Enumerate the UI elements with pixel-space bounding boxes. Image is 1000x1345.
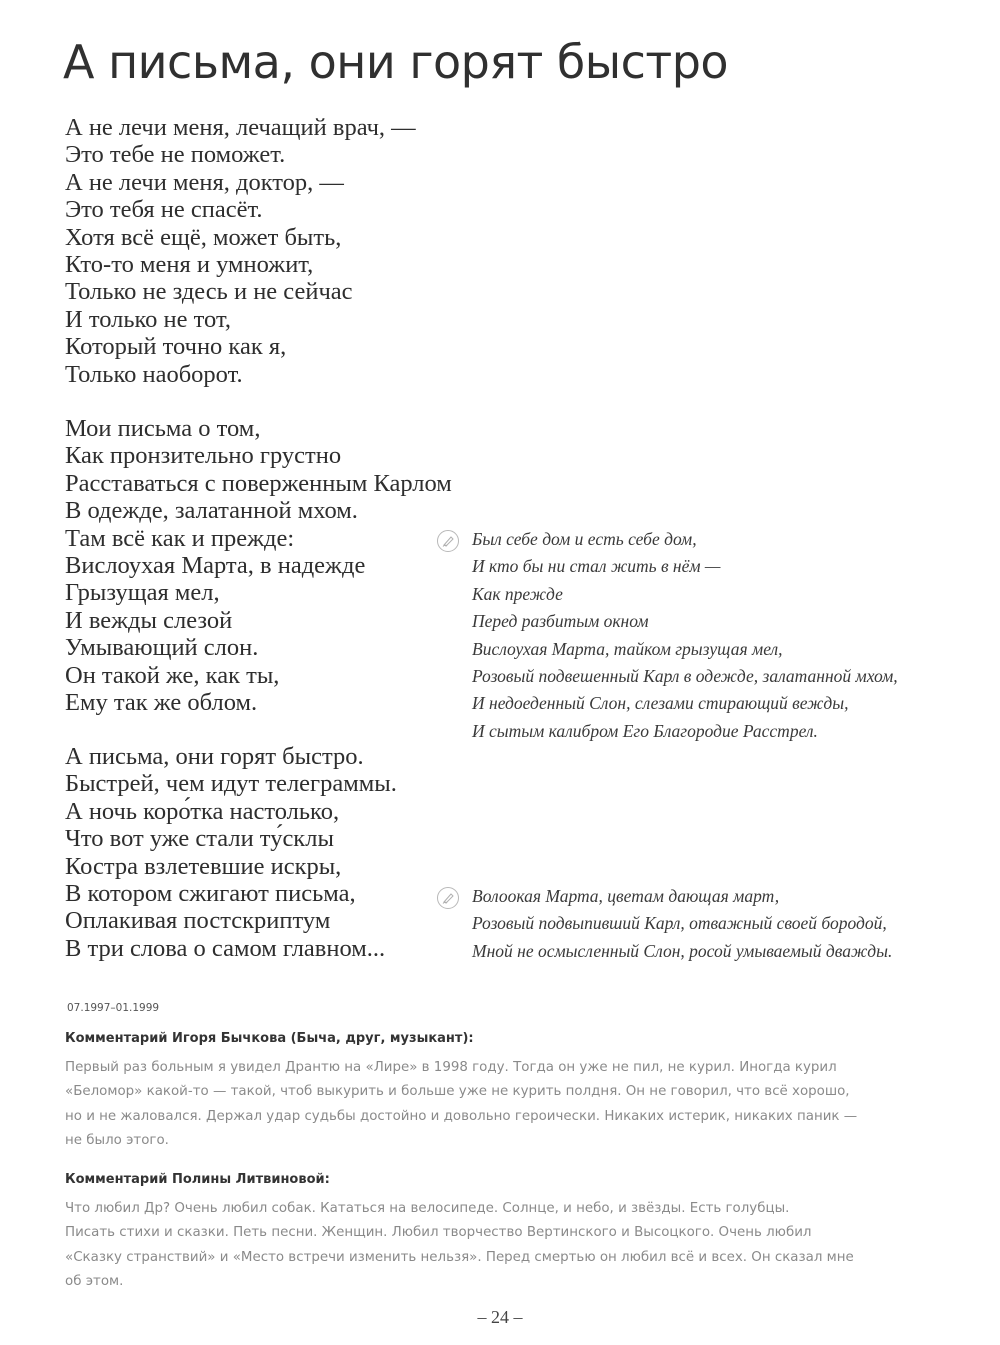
note-line: Как прежде — [472, 583, 563, 604]
comment-line: Первый раз больным я увидел Дрантю на «Лире» в 1998 году. Тогда он уже не пил, не курил. Иногда курил — [65, 1060, 837, 1075]
poem-line: А не лечи меня, доктор, — — [65, 168, 344, 196]
page-title: А письма, они горят быстро — [63, 35, 729, 89]
page-number: – 24 – — [477, 1307, 523, 1327]
poem-line: Мои письма о том, — [65, 415, 261, 442]
note-line: Мной не осмысленный Слон, росой умываемый дважды. — [472, 940, 893, 961]
note-line: И кто бы ни стал жить в нём — — [472, 556, 721, 577]
comment-line: «Сказку странствий» и «Место встречи изменить нельзя». Перед смертью он любил всё и всех. Он сказал мне — [65, 1249, 854, 1265]
poem-line: В три слова о самом главном... — [65, 934, 386, 962]
comment-line: не было этого. — [65, 1132, 169, 1148]
poem-line: Ему так же облом. — [65, 689, 258, 717]
poem-line: В одежде, залатанной мхом. — [65, 497, 358, 525]
poem-line: Расставаться с поверженным Карлом — [65, 469, 452, 497]
poem-line: Только не здесь и не сейчас — [65, 278, 353, 306]
poem-line: А не лечи меня, лечащий врач, — — [65, 114, 416, 141]
poem-line: Костра взлетевшие искры, — [65, 852, 342, 880]
poem-line: Оплакивая постскриптум — [65, 907, 331, 935]
comment-text — [65, 1056, 945, 1153]
poem-line: Там всё как и прежде: — [65, 524, 295, 552]
poem-line: В котором сжигают письма, — [65, 880, 356, 908]
poem-line: А письма, они горят быстро. — [65, 743, 364, 770]
poem-line: Он такой же, как ты, — [65, 661, 280, 689]
note-line: Розовый подвешенный Карл в одежде, залатанной мхом, — [472, 666, 898, 687]
note-line: Вислоухая Марта, тайком грызущая мел, — [472, 638, 783, 659]
poem-date: 07.1997–01.1999 — [67, 1002, 160, 1014]
poem-line: Только наоборот. — [65, 360, 243, 388]
comment-line: «Беломор» какой-то — такой, чтоб выкурить и больше уже не курить полдня. Он не говорил, что всё хорошо, — [65, 1084, 850, 1100]
side-note-1 — [437, 526, 898, 745]
poem-line: Хотя всё ещё, может быть, — [65, 223, 342, 251]
poem-line: Что вот уже стали ту́склы — [65, 825, 334, 853]
poem-stanza-3 — [65, 743, 397, 962]
note-line: Волоокая Марта, цветам дающая март, — [472, 886, 780, 906]
poem-line: Быстрей, чем идут телеграммы. — [65, 770, 397, 798]
comment-heading: Комментарий Полины Литвиновой: — [65, 1172, 330, 1187]
comment-line: Писать стихи и сказки. Петь песни. Женщин. Любил творчество Вертинского и Высоцкого. Очень любил — [65, 1225, 812, 1241]
pen-icon — [437, 887, 459, 909]
comment-text — [65, 1197, 945, 1294]
poem-line: Грызущая мел, — [65, 579, 220, 607]
note-line: И недоеденный Слон, слезами стирающий вежды, — [472, 693, 849, 714]
poem-line: Это тебе не поможет. — [65, 141, 286, 169]
comment-line: но и не жаловался. Держал удар судьбы достойно и довольно героически. Никаких истерик, никаких паник — — [65, 1108, 858, 1124]
poem-stanza-1 — [65, 114, 416, 388]
pen-icon — [437, 530, 459, 552]
comment-line: об этом. — [65, 1273, 124, 1289]
poem-line: А ночь коро́тка настолько, — [65, 797, 340, 825]
comment-line: Что любил Др? Очень любил собак. Кататься на велосипеде. Солнце, и небо, и звёзды. Есть голубцы. — [65, 1201, 790, 1216]
poem-line: Вислоухая Марта, в надежде — [65, 552, 366, 580]
side-note-2 — [437, 883, 892, 965]
poem-line: Это тебя не спасёт. — [65, 196, 263, 224]
poem-line: И только не тот, — [65, 305, 231, 333]
poem-stanza-2 — [65, 415, 452, 716]
poem-line: И вежды слезой — [65, 606, 233, 634]
poem-line: Как пронзительно грустно — [65, 442, 342, 470]
note-line: И сытым калибром Его Благородие Расстрел. — [472, 720, 818, 741]
note-line: Перед разбитым окном — [472, 611, 649, 632]
comment-heading: Комментарий Игоря Бычкова (Быча, друг, музыкант): — [65, 1031, 474, 1046]
poem-line: Умывающий слон. — [65, 634, 259, 662]
poem-line: Кто-то меня и умножит, — [65, 251, 314, 279]
note-line: Был себе дом и есть себе дом, — [472, 529, 697, 549]
poem-line: Который точно как я, — [65, 333, 287, 361]
note-line: Розовый подвыпивший Карл, отважный своей бородой, — [472, 913, 887, 934]
